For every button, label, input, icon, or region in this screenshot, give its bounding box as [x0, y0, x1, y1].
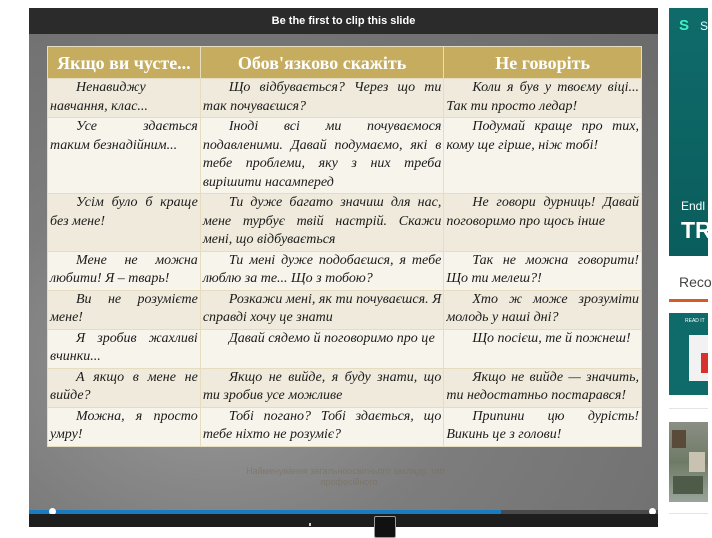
ad-logo-icon: S: [679, 17, 690, 34]
table-row: [48, 368, 642, 407]
table-cell: Усім було б краще без мене!: [48, 194, 201, 252]
table-cell: Якщо не вийде, я буду знати, що ти зробив усе можливе: [200, 368, 444, 407]
table-cell: Ти дуже багато значиш для нас, мене турбує твій настрій. Скажи мені, що відбувається: [200, 194, 444, 252]
table-cell: Що посієш, те й пожнеш!: [444, 329, 642, 368]
table-cell: Коли я був у твоєму віці... Так ти просто ледар!: [444, 79, 642, 118]
table-row: [48, 79, 642, 118]
slide-watermark: Найменування загальноосвітнього закладу, тип... професійного: [246, 466, 452, 487]
recommended-thumbnail[interactable]: [669, 422, 708, 502]
table-row: [48, 118, 642, 194]
table-cell: Якщо не вийде — значить, ти недостатньо постарався!: [444, 368, 642, 407]
table-cell: Що відбувається? Через що ти так почуваєшся?: [200, 79, 444, 118]
recommended-thumbnail[interactable]: [669, 313, 708, 395]
table-cell: Я зробив жахливі вчинки...: [48, 329, 201, 368]
recommended-underline: [669, 299, 708, 302]
table-row: [48, 251, 642, 290]
table-cell: Розкажи мені, як ти почуваєшся. Я справді хочу це знати: [200, 290, 444, 329]
table-cell: Тобі погано? Тобі здається, що тебе ніхто не розуміє?: [200, 407, 444, 446]
clip-slide-prompt[interactable]: Be the first to clip this slide: [271, 15, 416, 27]
table-cell: Ти мені дуже подобаєшся, я тебе люблю за те... Що з тобою?: [200, 251, 444, 290]
control-tick: [309, 523, 311, 526]
table-header-row: [48, 47, 642, 79]
player-controls: [29, 514, 658, 527]
table-cell: Давай сядемо й поговоримо про це: [200, 329, 444, 368]
header-do-not-say: Не говоріть: [444, 47, 642, 79]
ad-brand: S: [700, 19, 709, 33]
table-cell: Не говори дурниць! Давай поговоримо про щось інше: [444, 194, 642, 252]
fullscreen-button[interactable]: [374, 516, 396, 538]
table-cell: Іноді всі ми почуваємося подавленими. Давай подумаємо, які в тебе проблеми, яку з них треба вирішити насамперед: [200, 118, 444, 194]
book-accent: [701, 353, 708, 373]
table-row: [48, 290, 642, 329]
slide-player[interactable]: [29, 8, 658, 527]
header-if-you-hear: Якщо ви чусте...: [48, 47, 201, 79]
photo-block: [689, 452, 705, 472]
slide-table: [47, 46, 642, 447]
table-cell: Подумай краще про тих, кому ще гірше, ніж тобі!: [444, 118, 642, 194]
table-row: [48, 407, 642, 446]
thumbnail-label: READ IT: [685, 318, 705, 324]
table-cell: Ви не розумієте мене!: [48, 290, 201, 329]
divider: [669, 408, 708, 409]
photo-block: [672, 430, 686, 448]
table-row: [48, 194, 642, 252]
table-cell: Так не можна говорити! Що ти мелеш?!: [444, 251, 642, 290]
recommended-heading: Reco: [679, 274, 712, 290]
table-cell: А якщо в мене не вийде?: [48, 368, 201, 407]
photo-block: [673, 476, 703, 494]
header-be-sure-to-say: Обов'язково скажіть: [200, 47, 444, 79]
table-cell: Усе здається таким безнадійним...: [48, 118, 201, 194]
table-cell: Хто ж може зрозуміти молодь у наші дні?: [444, 290, 642, 329]
divider: [669, 513, 708, 514]
table-row: [48, 329, 642, 368]
table-cell: Можна, я просто умру!: [48, 407, 201, 446]
table-cell: Припини цю дурість! Викинь це з голови!: [444, 407, 642, 446]
sidebar-ad[interactable]: [669, 8, 712, 256]
slide-canvas: [29, 34, 658, 510]
ad-text-line2: TR: [681, 217, 712, 243]
table-cell: Мене не можна любити! Я – тварь!: [48, 251, 201, 290]
table-cell: Ненавиджу навчання, клас...: [48, 79, 201, 118]
ad-text-line1: Endl: [681, 199, 706, 213]
